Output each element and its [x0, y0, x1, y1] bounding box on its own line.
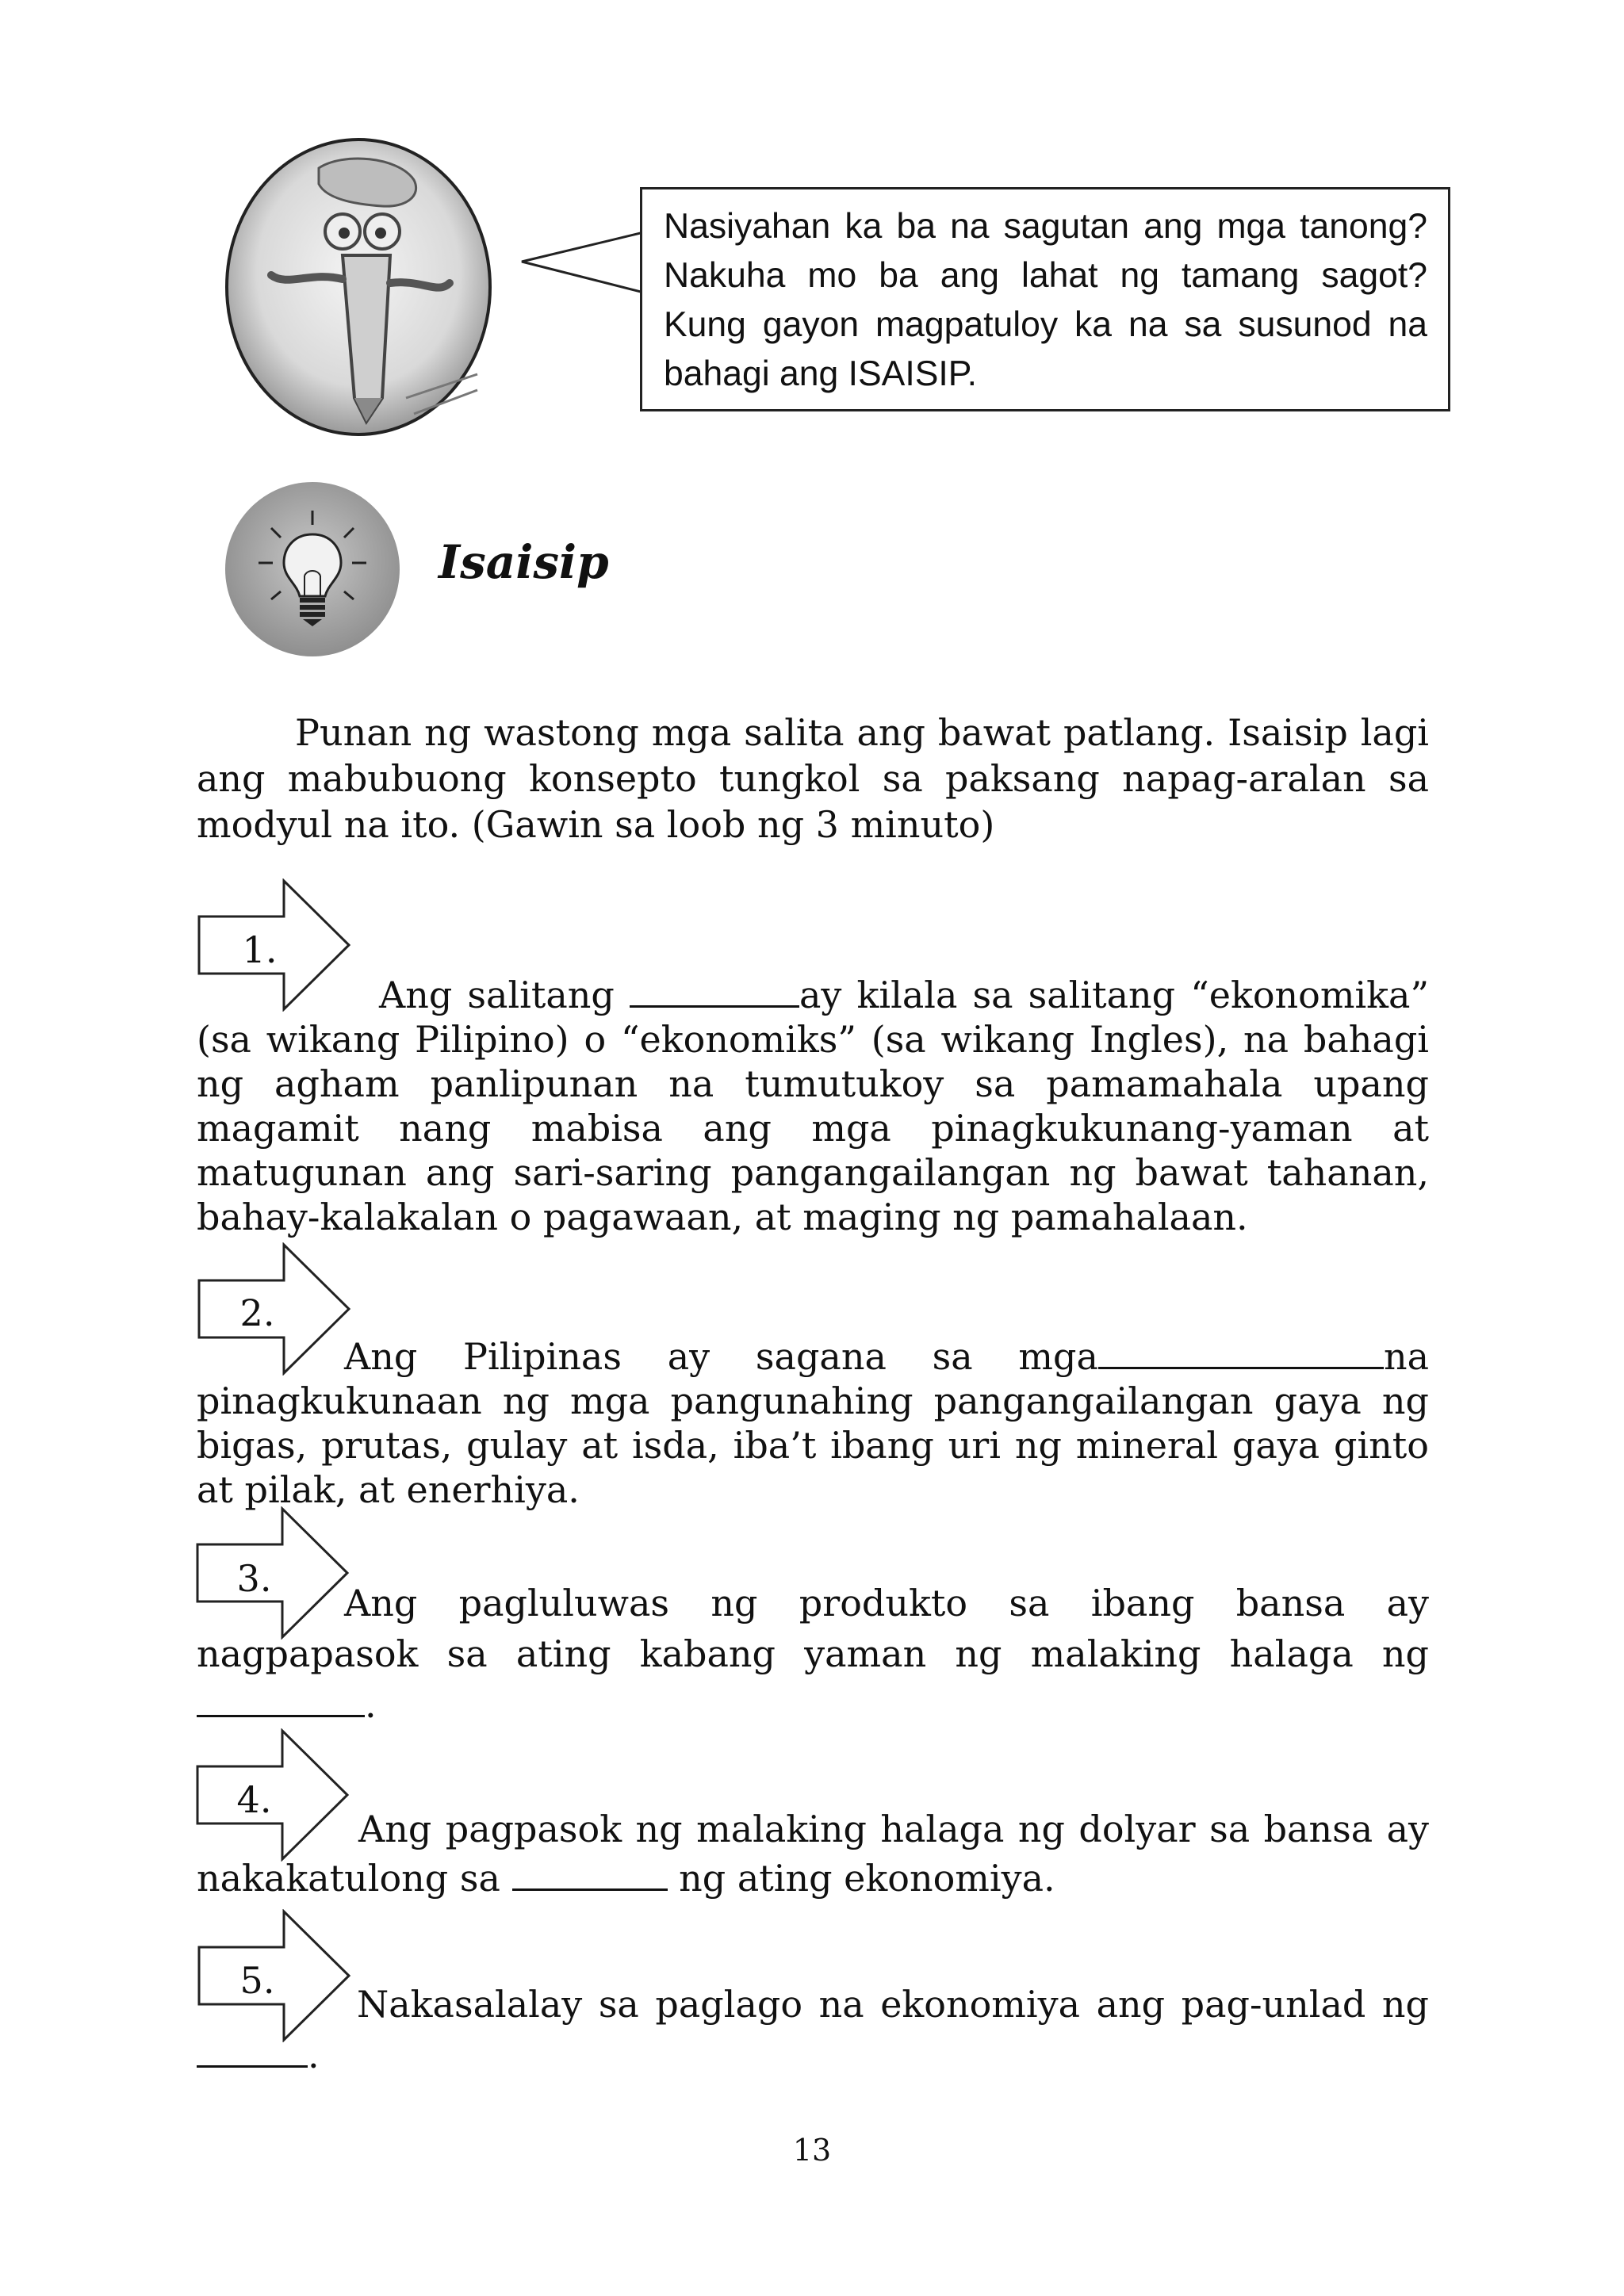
speech-bubble-tail: [520, 230, 647, 295]
answer-blank: [197, 1683, 365, 1717]
item-3-text: Ang pagluluwas ng produkto sa ibang bansa ay nagpapasok sa ating kabang yaman ng malaking halaga ng .: [197, 1582, 1429, 1726]
answer-blank: [197, 2034, 308, 2068]
page-number: 13: [792, 2133, 832, 2168]
answer-blank: [512, 1857, 668, 1891]
item-number: 2.: [239, 1292, 275, 1334]
instructions-text: Punan ng wastong mga salita ang bawat patlang. Isaisip lagi ang mabubuong konsepto tungkol sa paksang napag-aralan sa modyul na ito. (Gawin sa loob ng 3 minuto): [197, 711, 1429, 846]
answer-blank: [1098, 1335, 1384, 1369]
item-number: 3.: [236, 1557, 272, 1600]
item-2-text: Ang Pilipinas ay sagana sa mga na pinagkukunaan ng mga pangunahing pangangailangan gaya ng bigas, prutas, gulay at isda, iba’t ibang uri ng mineral gaya ginto at pilak, at enerhiya.: [197, 1335, 1429, 1511]
item-number: 5.: [239, 1959, 275, 2002]
item-5-text: Nakasalalay sa paglago na ekonomiya ang pag-unlad ng .: [197, 1979, 1429, 2080]
item-number: 4.: [236, 1778, 272, 1821]
lightbulb-icon: [224, 480, 401, 658]
answer-blank: [630, 974, 799, 1008]
instructions-paragraph: [197, 710, 1429, 848]
item-1-text: Ang salitang ay kilala sa salitang “ekonomika” (sa wikang Pilipino) o “ekonomiks” (sa wikang Ingles), na bahagi ng agham panlipunan na tumutukoy sa pamamahala upang magamit nang mabisa ang mga pinagkukunang-yaman at matugunan ang sari-saring pangangailangan ng bawat tahanan, bahay-kalakalan o pagawaan, at maging ng pamahalaan.: [197, 974, 1429, 1238]
speech-bubble: [640, 187, 1450, 411]
speech-bubble-text: Nasiyahan ka ba na sagutan ang mga tanong? Nakuha mo ba ang lahat ng tamang sagot? Kung gayon magpatuloy ka na sa susunod na bahagi ang ISAISIP.: [664, 207, 1427, 393]
section-title: Isaisip: [439, 535, 609, 589]
pencil-mascot-illustration: [224, 136, 493, 438]
item-4-text: Ang pagpasok ng malaking halaga ng dolyar sa bansa ay nakakatulong sa ng ating ekonomiya.: [197, 1808, 1429, 1900]
item-number: 1.: [242, 928, 278, 971]
